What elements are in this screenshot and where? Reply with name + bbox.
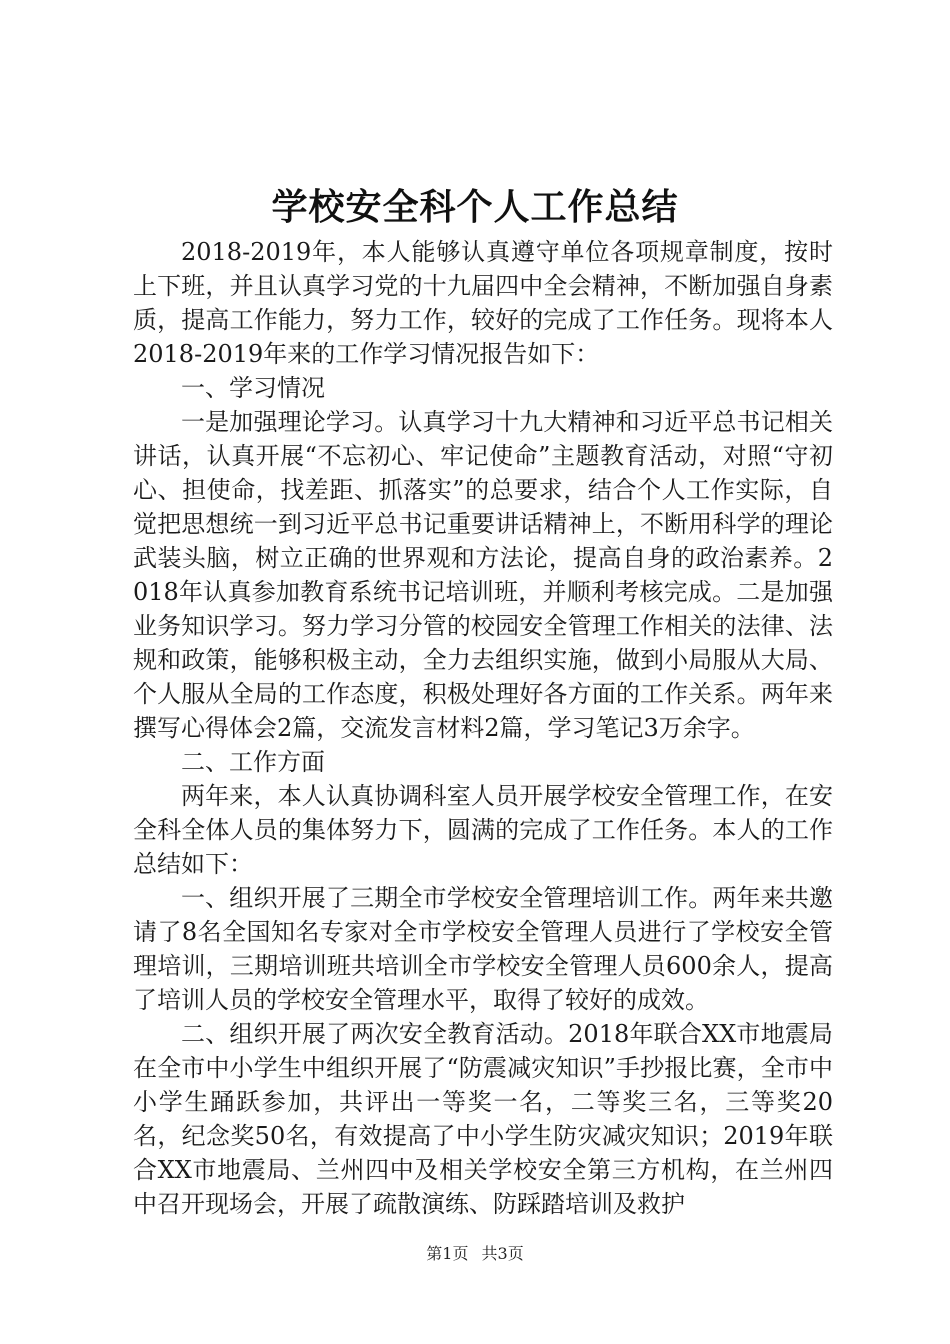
paragraph-study: 一是加强理论学习。认真学习十九大精神和习近平总书记相关讲话，认真开展“不忘初心、牢记使命”主题教育活动，对照“守初心、担使命，找差距、抓落实”的总要求，结合个人工作实际，自觉把思想统一到习近平总书记重要讲话精神上，不断用科学的理论武装头脑，树立正确的世界观和方法论，提高自身的政治素养。2018年认真参加教育系统书记培训班，并顺利考核完成。二是加强业务知识学习。努力学习分管的校园安全管理工作相关的法律、法规和政策，能够积极主动，全力去组织实施，做到小局服从大局、个人服从全局的工作态度，积极处理好各方面的工作关系。两年来撰写心得体会2篇，交流发言材料2篇，学习笔记3万余字。 xyxy=(133,408,833,742)
document-title: 学校安全科个人工作总结 xyxy=(271,186,679,228)
paragraph-intro: 2018-2019年，本人能够认真遵守单位各项规章制度，按时上下班，并且认真学习党的十九届四中全会精神，不断加强自身素质，提高工作能力，努力工作，较好的完成了工作任务。现将本人2018-2019年来的工作学习情况报告如下： xyxy=(133,238,833,368)
paragraph-training: 一、组织开展了三期全市学校安全管理培训工作。两年来共邀请了8名全国知名专家对全市学校安全管理人员进行了学校安全管理培训，三期培训班共培训全市学校安全管理人员600余人，提高了培训人员的学校安全管理水平，取得了较好的成效。 xyxy=(133,884,833,1014)
paragraph-work-intro: 两年来，本人认真协调科室人员开展学校安全管理工作，在安全科全体人员的集体努力下，圆满的完成了工作任务。本人的工作总结如下： xyxy=(133,782,833,878)
total-pages: 共3页 xyxy=(481,1244,524,1263)
section-heading-study: 一、学习情况 xyxy=(181,374,325,402)
document-body xyxy=(133,235,833,1221)
page-number: 第1页 xyxy=(426,1244,469,1263)
paragraph-education-activities: 二、组织开展了两次安全教育活动。2018年联合XX市地震局在全市中小学生中组织开展了“防震减灾知识”手抄报比赛，全市中小学生踊跃参加，共评出一等奖一名，二等奖三名，三等奖20名，纪念奖50名，有效提高了中小学生防灾减灾知识；2019年联合XX市地震局、兰州四中及相关学校安全第三方机构，在兰州四中召开现场会，开展了疏散演练、防踩踏培训及救护 xyxy=(133,1020,833,1218)
section-heading-work: 二、工作方面 xyxy=(181,748,325,776)
page-footer xyxy=(0,1244,950,1264)
